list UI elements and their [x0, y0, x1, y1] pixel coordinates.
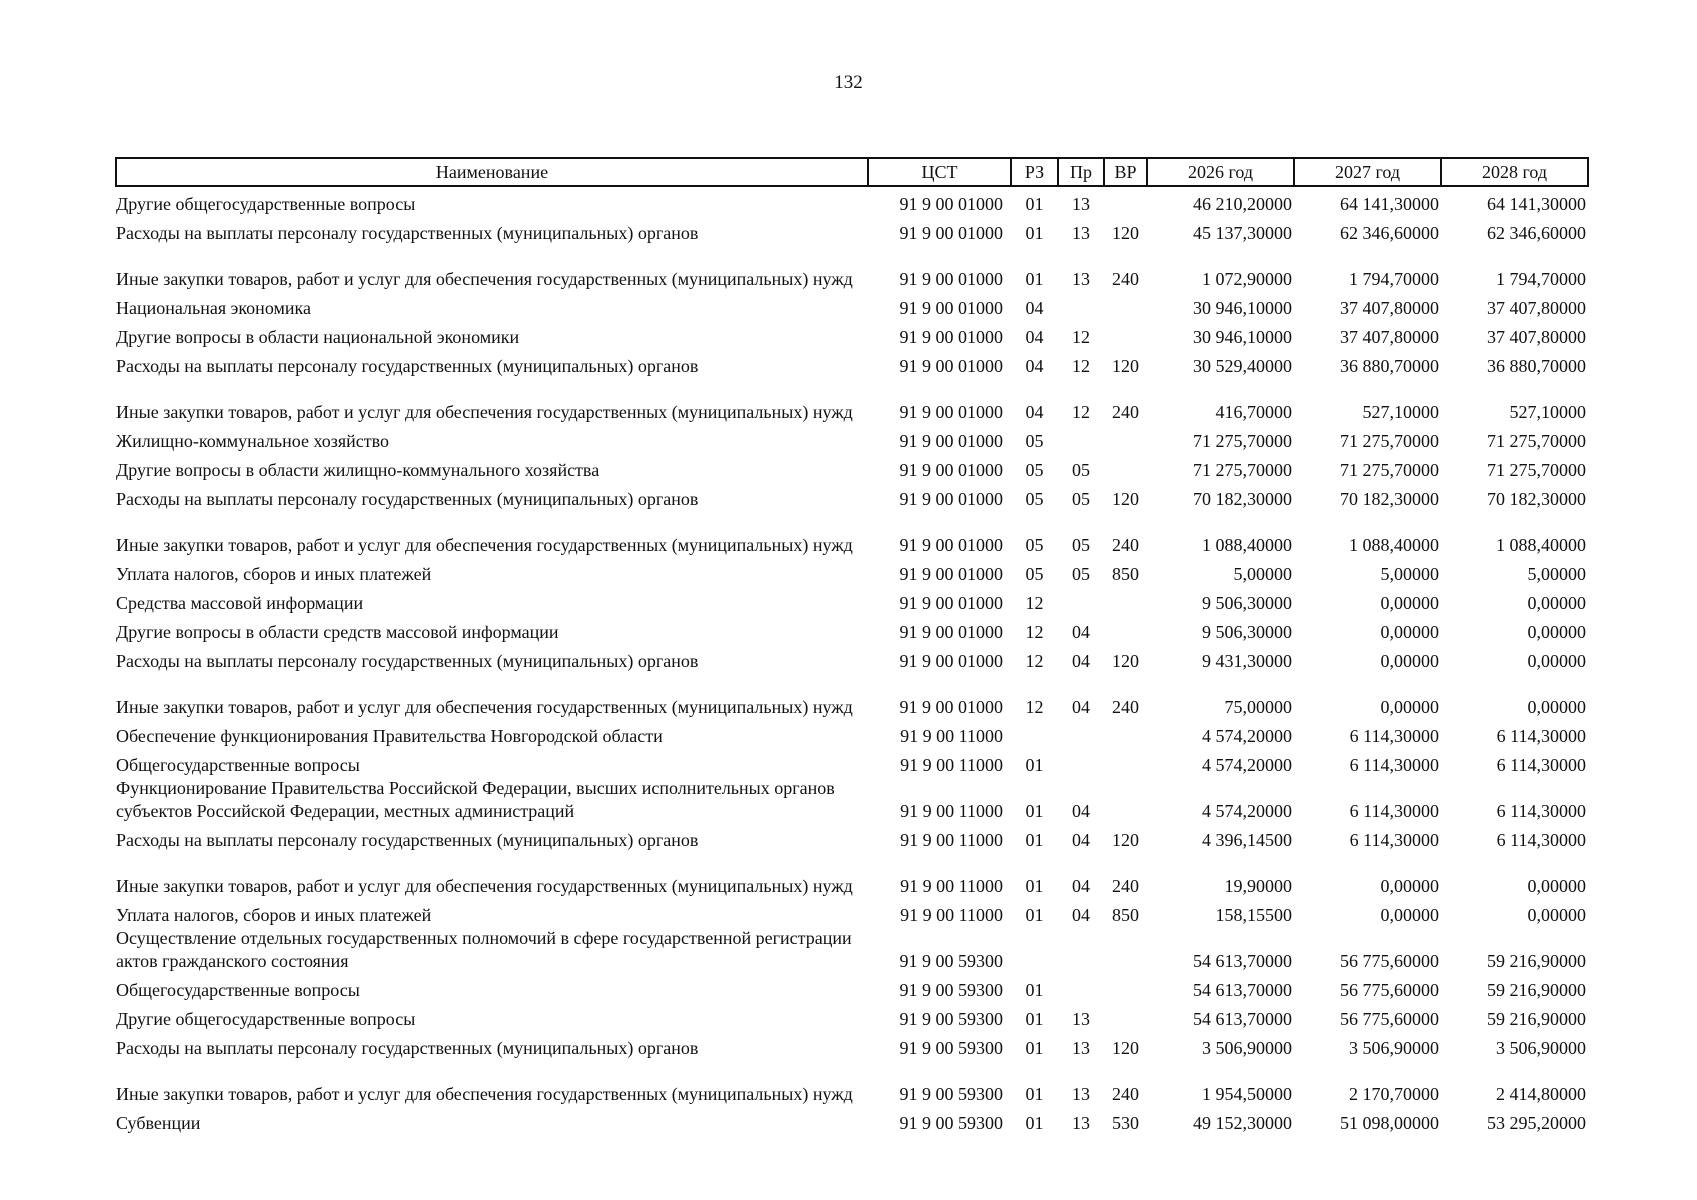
table-row	[116, 777, 1588, 823]
amount-2026-cell: 45 137,30000	[1193, 223, 1292, 243]
amount-2027-cell: 71 275,70000	[1340, 460, 1439, 480]
amount-2028-cell: 0,00000	[1527, 905, 1586, 925]
pr-cell	[1058, 291, 1104, 320]
rz-cell: 04	[1025, 298, 1044, 318]
pr-cell: 13	[1072, 194, 1090, 214]
pr-cell: 05	[1072, 460, 1090, 480]
amount-2028-cell: 71 275,70000	[1487, 460, 1586, 480]
amount-2027-cell: 3 506,90000	[1349, 1038, 1439, 1058]
name-cell: Функционирование Правительства Российской Федерации, высших исполнительных органов субъектов Российской Федерации, местных администраций	[116, 778, 835, 821]
pr-cell: 04	[1072, 801, 1090, 821]
pr-cell	[1058, 424, 1104, 453]
table-row	[116, 1106, 1588, 1135]
cst-cell: 91 9 00 11000	[900, 801, 1003, 821]
amount-2028-cell: 59 216,90000	[1487, 1009, 1586, 1029]
rz-cell: 01	[1025, 1113, 1044, 1133]
pr-cell: 05	[1072, 535, 1090, 555]
pr-cell: 05	[1072, 489, 1090, 509]
amount-2026-cell: 54 613,70000	[1193, 980, 1292, 1000]
table-row	[116, 1002, 1588, 1031]
amount-2027-cell: 0,00000	[1380, 593, 1439, 613]
table-row	[116, 349, 1588, 378]
name-cell: Другие общегосударственные вопросы	[116, 194, 416, 214]
amount-2027-cell: 6 114,30000	[1349, 726, 1439, 746]
amount-2026-cell: 30 946,10000	[1193, 298, 1292, 318]
amount-2027-cell: 6 114,30000	[1349, 830, 1439, 850]
pr-cell	[1058, 748, 1104, 777]
amount-2027-cell: 0,00000	[1380, 905, 1439, 925]
pr-cell	[1058, 719, 1104, 748]
amount-2026-cell: 4 574,20000	[1202, 801, 1292, 821]
amount-2028-cell: 6 114,30000	[1496, 801, 1586, 821]
budget-table	[115, 157, 1589, 1135]
vr-cell: 530	[1112, 1113, 1139, 1133]
amount-2026-cell: 30 529,40000	[1193, 356, 1292, 376]
amount-2027-cell: 70 182,30000	[1340, 489, 1439, 509]
cst-cell: 91 9 00 11000	[900, 830, 1003, 850]
vr-cell: 850	[1112, 905, 1139, 925]
name-cell: Расходы на выплаты персоналу государственных (муниципальных) органов	[116, 489, 699, 509]
name-cell: Иные закупки товаров, работ и услуг для обеспечения государственных (муниципальных) нужд	[116, 697, 853, 717]
pr-cell: 13	[1072, 1113, 1090, 1133]
name-cell: Расходы на выплаты персоналу государственных (муниципальных) органов	[116, 830, 699, 850]
amount-2026-cell: 4 574,20000	[1202, 755, 1292, 775]
vr-cell	[1104, 719, 1147, 748]
amount-2026-cell: 71 275,70000	[1193, 431, 1292, 451]
rz-cell: 05	[1025, 431, 1044, 451]
rz-cell: 01	[1025, 223, 1044, 243]
name-cell: Жилищно-коммунальное хозяйство	[116, 431, 390, 451]
amount-2027-cell: 2 170,70000	[1349, 1084, 1439, 1104]
amount-2027-cell: 1 088,40000	[1349, 535, 1439, 555]
name-cell: Национальная экономика	[116, 298, 311, 318]
rz-cell: 04	[1025, 356, 1044, 376]
cst-cell: 91 9 00 01000	[899, 269, 1003, 289]
amount-2028-cell: 59 216,90000	[1487, 951, 1586, 971]
vr-cell	[1104, 1002, 1147, 1031]
amount-2027-cell: 36 880,70000	[1340, 356, 1439, 376]
vr-cell	[1104, 927, 1147, 973]
name-cell: Уплата налогов, сборов и иных платежей	[116, 905, 432, 925]
cst-cell: 91 9 00 59300	[899, 1113, 1003, 1133]
table-row	[116, 320, 1588, 349]
amount-2026-cell: 9 506,30000	[1202, 622, 1292, 642]
amount-2028-cell: 6 114,30000	[1496, 726, 1586, 746]
vr-cell	[1104, 586, 1147, 615]
name-cell: Расходы на выплаты персоналу государственных (муниципальных) органов	[116, 223, 699, 243]
amount-2028-cell: 37 407,80000	[1487, 327, 1586, 347]
amount-2026-cell: 9 431,30000	[1202, 651, 1292, 671]
amount-2028-cell: 0,00000	[1527, 651, 1586, 671]
name-cell: Иные закупки товаров, работ и услуг для обеспечения государственных (муниципальных) нужд	[116, 535, 853, 555]
pr-cell: 04	[1072, 651, 1090, 671]
pr-cell: 04	[1072, 905, 1090, 925]
amount-2027-cell: 0,00000	[1380, 697, 1439, 717]
table-row	[116, 615, 1588, 644]
cst-cell: 91 9 00 59300	[899, 1038, 1003, 1058]
rz-cell: 05	[1025, 489, 1044, 509]
amount-2026-cell: 30 946,10000	[1193, 327, 1292, 347]
rz-cell: 12	[1025, 651, 1044, 671]
pr-cell: 12	[1072, 356, 1090, 376]
name-cell: Другие вопросы в области средств массовой информации	[116, 622, 559, 642]
amount-2027-cell: 56 775,60000	[1340, 951, 1439, 971]
table-row	[116, 898, 1588, 927]
vr-cell: 120	[1112, 356, 1139, 376]
name-cell: Иные закупки товаров, работ и услуг для обеспечения государственных (муниципальных) нужд	[116, 876, 853, 896]
pr-cell: 12	[1072, 402, 1090, 422]
cst-cell: 91 9 00 01000	[899, 431, 1003, 451]
name-cell: Субвенции	[116, 1113, 201, 1133]
amount-2027-cell: 5,00000	[1380, 564, 1439, 584]
rz-cell	[1011, 719, 1058, 748]
cst-cell: 91 9 00 01000	[899, 651, 1003, 671]
amount-2028-cell: 59 216,90000	[1487, 980, 1586, 1000]
amount-2028-cell: 527,10000	[1509, 402, 1586, 422]
vr-cell	[1104, 424, 1147, 453]
rz-cell: 01	[1025, 801, 1044, 821]
cst-cell: 91 9 00 59300	[899, 951, 1003, 971]
pr-cell: 13	[1072, 269, 1090, 289]
amount-2026-cell: 5,00000	[1233, 564, 1292, 584]
table-row	[116, 823, 1588, 852]
amount-2028-cell: 6 114,30000	[1496, 755, 1586, 775]
amount-2026-cell: 75,00000	[1224, 697, 1292, 717]
amount-2026-cell: 54 613,70000	[1193, 1009, 1292, 1029]
name-cell: Обеспечение функционирования Правительства Новгородской области	[116, 726, 663, 746]
amount-2028-cell: 3 506,90000	[1496, 1038, 1586, 1058]
cst-cell: 91 9 00 01000	[899, 535, 1003, 555]
header-pr: Пр	[1058, 158, 1104, 186]
header-vr: ВР	[1104, 158, 1147, 186]
amount-2027-cell: 37 407,80000	[1340, 327, 1439, 347]
amount-2027-cell: 6 114,30000	[1349, 801, 1439, 821]
vr-cell: 120	[1112, 489, 1139, 509]
table-row	[116, 586, 1588, 615]
rz-cell: 12	[1025, 593, 1044, 613]
header-2028: 2028 год	[1441, 158, 1588, 186]
name-cell: Иные закупки товаров, работ и услуг для обеспечения государственных (муниципальных) нужд	[116, 402, 853, 422]
rz-cell: 04	[1025, 402, 1044, 422]
rz-cell: 01	[1025, 876, 1044, 896]
table-row	[116, 719, 1588, 748]
vr-cell: 120	[1112, 1038, 1139, 1058]
amount-2028-cell: 71 275,70000	[1487, 431, 1586, 451]
rz-cell: 12	[1025, 622, 1044, 642]
amount-2028-cell: 64 141,30000	[1487, 194, 1586, 214]
amount-2027-cell: 56 775,60000	[1340, 1009, 1439, 1029]
cst-cell: 91 9 00 01000	[899, 564, 1003, 584]
amount-2028-cell: 0,00000	[1527, 876, 1586, 896]
vr-cell: 240	[1112, 697, 1139, 717]
cst-cell: 91 9 00 11000	[900, 726, 1003, 746]
header-rz: РЗ	[1011, 158, 1058, 186]
name-cell: Общегосударственные вопросы	[116, 980, 360, 1000]
table-row	[116, 424, 1588, 453]
amount-2027-cell: 51 098,00000	[1340, 1113, 1439, 1133]
amount-2026-cell: 19,90000	[1224, 876, 1292, 896]
name-cell: Другие вопросы в области жилищно-коммунального хозяйства	[116, 460, 600, 480]
table-row	[116, 852, 1588, 898]
table-row	[116, 453, 1588, 482]
amount-2026-cell: 71 275,70000	[1193, 460, 1292, 480]
amount-2028-cell: 5,00000	[1527, 564, 1586, 584]
cst-cell: 91 9 00 59300	[899, 980, 1003, 1000]
cst-cell: 91 9 00 01000	[899, 223, 1003, 243]
table-row	[116, 482, 1588, 511]
amount-2026-cell: 416,70000	[1215, 402, 1292, 422]
rz-cell: 05	[1025, 564, 1044, 584]
page-number: 132	[834, 72, 863, 93]
amount-2026-cell: 4 574,20000	[1202, 726, 1292, 746]
amount-2026-cell: 3 506,90000	[1202, 1038, 1292, 1058]
cst-cell: 91 9 00 01000	[899, 327, 1003, 347]
amount-2028-cell: 1 088,40000	[1496, 535, 1586, 555]
vr-cell	[1104, 748, 1147, 777]
vr-cell: 120	[1112, 651, 1139, 671]
amount-2027-cell: 37 407,80000	[1340, 298, 1439, 318]
rz-cell: 01	[1025, 830, 1044, 850]
rz-cell: 01	[1025, 755, 1044, 775]
name-cell: Расходы на выплаты персоналу государственных (муниципальных) органов	[116, 651, 699, 671]
rz-cell: 01	[1025, 1009, 1044, 1029]
amount-2026-cell: 46 210,20000	[1193, 194, 1292, 214]
amount-2028-cell: 37 407,80000	[1487, 298, 1586, 318]
rz-cell: 04	[1025, 327, 1044, 347]
table-header	[116, 158, 1588, 186]
table-row	[116, 1031, 1588, 1060]
amount-2028-cell: 0,00000	[1527, 697, 1586, 717]
cst-cell: 91 9 00 01000	[899, 298, 1003, 318]
table-row	[116, 644, 1588, 673]
cst-cell: 91 9 00 11000	[900, 755, 1003, 775]
cst-cell: 91 9 00 01000	[899, 460, 1003, 480]
pr-cell	[1058, 973, 1104, 1002]
table-row	[116, 245, 1588, 291]
amount-2027-cell: 64 141,30000	[1340, 194, 1439, 214]
amount-2028-cell: 1 794,70000	[1496, 269, 1586, 289]
amount-2026-cell: 158,15500	[1215, 905, 1292, 925]
rz-cell: 01	[1025, 194, 1044, 214]
amount-2028-cell: 0,00000	[1527, 593, 1586, 613]
cst-cell: 91 9 00 01000	[899, 593, 1003, 613]
amount-2028-cell: 53 295,20000	[1487, 1113, 1586, 1133]
vr-cell: 240	[1112, 876, 1139, 896]
table-row	[116, 673, 1588, 719]
cst-cell: 91 9 00 59300	[899, 1009, 1003, 1029]
rz-cell: 12	[1025, 697, 1044, 717]
amount-2026-cell: 70 182,30000	[1193, 489, 1292, 509]
pr-cell: 12	[1072, 327, 1090, 347]
pr-cell: 04	[1072, 830, 1090, 850]
vr-cell: 240	[1112, 535, 1139, 555]
rz-cell	[1011, 927, 1058, 973]
cst-cell: 91 9 00 01000	[899, 622, 1003, 642]
amount-2026-cell: 49 152,30000	[1193, 1113, 1292, 1133]
name-cell: Иные закупки товаров, работ и услуг для обеспечения государственных (муниципальных) нужд	[116, 269, 853, 289]
cst-cell: 91 9 00 01000	[899, 402, 1003, 422]
rz-cell: 01	[1025, 980, 1044, 1000]
table-row	[116, 186, 1588, 216]
vr-cell: 120	[1112, 223, 1139, 243]
cst-cell: 91 9 00 01000	[899, 697, 1003, 717]
table-row	[116, 1060, 1588, 1106]
amount-2026-cell: 1 954,50000	[1202, 1084, 1292, 1104]
cst-cell: 91 9 00 11000	[900, 905, 1003, 925]
pr-cell: 05	[1072, 564, 1090, 584]
pr-cell: 13	[1072, 1009, 1090, 1029]
pr-cell: 13	[1072, 1084, 1090, 1104]
pr-cell	[1058, 586, 1104, 615]
vr-cell: 240	[1112, 402, 1139, 422]
name-cell: Уплата налогов, сборов и иных платежей	[116, 564, 432, 584]
table-body	[116, 186, 1588, 1135]
name-cell: Расходы на выплаты персоналу государственных (муниципальных) органов	[116, 356, 699, 376]
amount-2026-cell: 1 088,40000	[1202, 535, 1292, 555]
amount-2027-cell: 0,00000	[1380, 876, 1439, 896]
table-row	[116, 216, 1588, 245]
pr-cell: 04	[1072, 622, 1090, 642]
header-2027: 2027 год	[1294, 158, 1441, 186]
name-cell: Иные закупки товаров, работ и услуг для обеспечения государственных (муниципальных) нужд	[116, 1084, 853, 1104]
amount-2027-cell: 1 794,70000	[1349, 269, 1439, 289]
amount-2027-cell: 56 775,60000	[1340, 980, 1439, 1000]
amount-2028-cell: 62 346,60000	[1487, 223, 1586, 243]
amount-2027-cell: 527,10000	[1362, 402, 1439, 422]
amount-2026-cell: 9 506,30000	[1202, 593, 1292, 613]
rz-cell: 01	[1025, 1038, 1044, 1058]
header-2026: 2026 год	[1147, 158, 1294, 186]
header-name: Наименование	[116, 158, 868, 186]
vr-cell	[1104, 320, 1147, 349]
name-cell: Другие общегосударственные вопросы	[116, 1009, 416, 1029]
rz-cell: 05	[1025, 535, 1044, 555]
vr-cell	[1104, 186, 1147, 216]
table-row	[116, 557, 1588, 586]
amount-2027-cell: 71 275,70000	[1340, 431, 1439, 451]
amount-2028-cell: 70 182,30000	[1487, 489, 1586, 509]
rz-cell: 05	[1025, 460, 1044, 480]
amount-2027-cell: 0,00000	[1380, 651, 1439, 671]
vr-cell: 120	[1112, 830, 1139, 850]
vr-cell	[1104, 453, 1147, 482]
amount-2028-cell: 36 880,70000	[1487, 356, 1586, 376]
table-row	[116, 973, 1588, 1002]
name-cell: Расходы на выплаты персоналу государственных (муниципальных) органов	[116, 1038, 699, 1058]
amount-2028-cell: 6 114,30000	[1496, 830, 1586, 850]
vr-cell: 240	[1112, 1084, 1139, 1104]
amount-2026-cell: 1 072,90000	[1202, 269, 1292, 289]
cst-cell: 91 9 00 11000	[900, 876, 1003, 896]
pr-cell: 13	[1072, 223, 1090, 243]
name-cell: Средства массовой информации	[116, 593, 364, 613]
pr-cell: 04	[1072, 876, 1090, 896]
table-row	[116, 927, 1588, 973]
amount-2027-cell: 62 346,60000	[1340, 223, 1439, 243]
table-row	[116, 748, 1588, 777]
vr-cell: 850	[1112, 564, 1139, 584]
vr-cell	[1104, 777, 1147, 823]
pr-cell	[1058, 927, 1104, 973]
vr-cell	[1104, 291, 1147, 320]
amount-2028-cell: 2 414,80000	[1496, 1084, 1586, 1104]
amount-2026-cell: 54 613,70000	[1193, 951, 1292, 971]
table-row	[116, 291, 1588, 320]
vr-cell	[1104, 615, 1147, 644]
vr-cell: 240	[1112, 269, 1139, 289]
pr-cell: 04	[1072, 697, 1090, 717]
cst-cell: 91 9 00 01000	[899, 489, 1003, 509]
table-row	[116, 511, 1588, 557]
amount-2027-cell: 0,00000	[1380, 622, 1439, 642]
amount-2028-cell: 0,00000	[1527, 622, 1586, 642]
amount-2027-cell: 6 114,30000	[1349, 755, 1439, 775]
table-row	[116, 378, 1588, 424]
pr-cell: 13	[1072, 1038, 1090, 1058]
name-cell: Другие вопросы в области национальной экономики	[116, 327, 520, 347]
header-cst: ЦСТ	[868, 158, 1011, 186]
name-cell: Общегосударственные вопросы	[116, 755, 360, 775]
cst-cell: 91 9 00 01000	[899, 194, 1003, 214]
amount-2026-cell: 4 396,14500	[1202, 830, 1292, 850]
rz-cell: 01	[1025, 905, 1044, 925]
cst-cell: 91 9 00 01000	[899, 356, 1003, 376]
name-cell: Осуществление отдельных государственных полномочий в сфере государственной регистрации актов гражданского состояния	[116, 928, 852, 971]
cst-cell: 91 9 00 59300	[899, 1084, 1003, 1104]
rz-cell: 01	[1025, 1084, 1044, 1104]
rz-cell: 01	[1025, 269, 1044, 289]
vr-cell	[1104, 973, 1147, 1002]
